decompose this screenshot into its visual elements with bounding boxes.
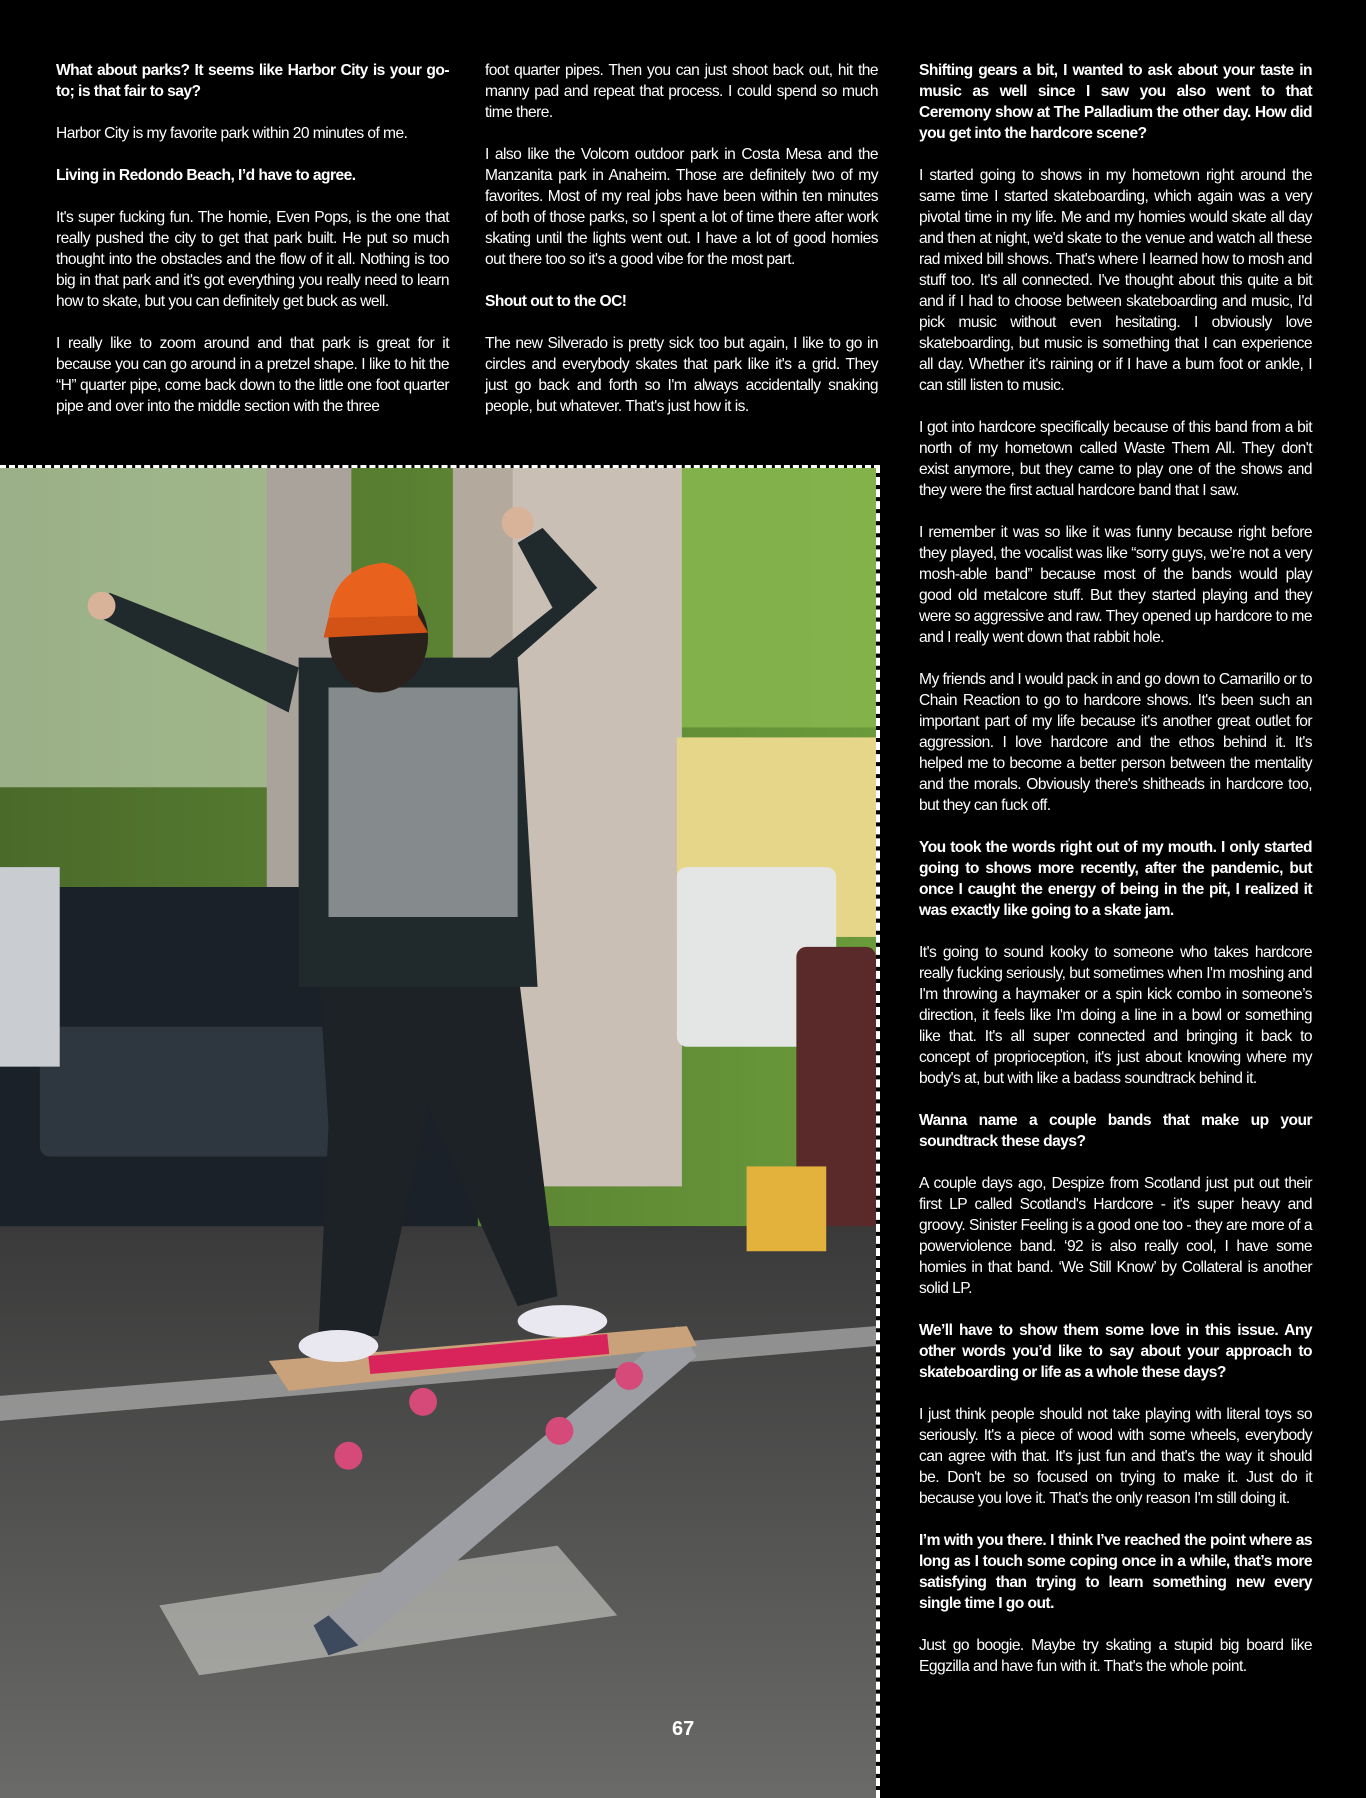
- interview-answer: Harbor City is my favorite park within 20 minutes of me.: [56, 125, 408, 142]
- interview-answer: Just go boogie. Maybe try skating a stupid big board like Eggzilla and have fun with it. That's the whole point.: [919, 1637, 1312, 1675]
- interview-answer: I just think people should not take playing with literal toys so seriously. It's a piece of wood with some wheels, everybody can agree with that. It's just fun and that's the way it should be. Don't be so focused on trying to make it. Just do it because you love it. That's the only reason I'm still doing it.: [919, 1406, 1312, 1507]
- interview-answer: foot quarter pipes. Then you can just shoot back out, hit the manny pad and repeat that process. I could spend so much time there.: [485, 62, 878, 121]
- article-column-2: [485, 60, 878, 438]
- interview-question: We’ll have to show them some love in this issue. Any other words you’d like to say about your approach to skateboarding or life as a whole these days?: [919, 1322, 1312, 1381]
- article-column-1: [56, 60, 449, 438]
- interview-answer: My friends and I would pack in and go down to Camarillo or to Chain Reaction to go to hardcore shows. It's been such an important part of my life because it's another great outlet for aggression. I love hardcore and the ethos behind it. It's helped me to become a better person between the mentality and the morals. Obviously there's shitheads in hardcore too, but they can fuck off.: [919, 671, 1312, 814]
- interview-answer: I started going to shows in my hometown right around the same time I started skateboarding, which again was a very pivotal time in my life. Me and my homies would skate all day and then at night, we'd skate to the venue and watch all these rad mixed bill shows. That's where I learned how to mosh and stuff too. It's all connected. I've thought about this quite a bit and if I had to choose between skateboarding and music, I'd pick music without even hesitating. I obviously love skateboarding, but music is something that I can experience all day. Whether it's raining or if I have a bum foot or ankle, I can still listen to music.: [919, 167, 1312, 394]
- interview-answer: I really like to zoom around and that park is great for it because you can go around in a pretzel shape. I like to hit the “H” quarter pipe, come back down to the little one foot quarter pipe and over into the middle section with the three: [56, 335, 449, 415]
- article-column-3: [919, 60, 1312, 1698]
- interview-answer: The new Silverado is pretty sick too but again, I like to go in circles and everybody skates that park like it's a grid. They just go back and forth so I'm always accidentally snaking people, but whatever. That's just how it is.: [485, 335, 878, 415]
- page-number: 67: [672, 1718, 695, 1740]
- interview-question: What about parks? It seems like Harbor City is your go-to; is that fair to say?: [56, 62, 449, 100]
- interview-answer: I got into hardcore specifically because of this band from a bit north of my hometown called Waste Them All. They don't exist anymore, but they came to play one of the shows and they were the first actual hardcore band that I saw.: [919, 419, 1312, 499]
- interview-question: Wanna name a couple bands that make up your soundtrack these days?: [919, 1112, 1312, 1150]
- interview-question: Shout out to the OC!: [485, 293, 627, 310]
- interview-question: I’m with you there. I think I’ve reached the point where as long as I touch some coping once in a while, that’s more satisfying than trying to learn something new every single time I go out.: [919, 1532, 1312, 1612]
- interview-answer: It's going to sound kooky to someone who takes hardcore really fucking seriously, but sometimes when I'm moshing and I'm throwing a haymaker or a spin kick combo in someone’s direction, it feels like I'm doing a line in a bowl or something like that. It's all super connected and bringing it back to concept of proprioception, it's just about knowing where my body's at, but with like a badass soundtrack behind it.: [919, 944, 1312, 1087]
- interview-question: You took the words right out of my mouth. I only started going to shows more recently, after the pandemic, but once I caught the energy of being in the pit, I realized it was exactly like going to a skate jam.: [919, 839, 1312, 919]
- interview-answer: A couple days ago, Despize from Scotland just put out their first LP called Scotland's Hardcore - it's super heavy and groovy. Sinister Feeling is a good one too - they are more of a powerviolence band. ‘92 is also really cool, I have some homies in that band. ‘We Still Know’ by Collateral is another solid LP.: [919, 1175, 1312, 1297]
- interview-answer: I also like the Volcom outdoor park in Costa Mesa and the Manzanita park in Anaheim. Those are definitely two of my favorites. Most of my real jobs have been within ten minutes of both of those parks, so I spent a lot of time there after work skating until the lights went out. I have a lot of good homies out there too so it's a good vibe for the most part.: [485, 146, 878, 268]
- interview-question: Shifting gears a bit, I wanted to ask about your taste in music as well since I saw you also went to that Ceremony show at The Palladium the other day. How did you get into the hardcore scene?: [919, 62, 1312, 142]
- interview-question: Living in Redondo Beach, I’d have to agree.: [56, 167, 356, 184]
- skateboarder-photo: [0, 465, 880, 1798]
- photo-illustration: [0, 468, 876, 1798]
- interview-answer: It's super fucking fun. The homie, Even Pops, is the one that really pushed the city to get that park built. He put so much thought into the obstacles and the flow of it all. Nothing is too big in that park and it's got everything you really need to learn how to skate, but you can definitely get buck as well.: [56, 209, 449, 310]
- interview-answer: I remember it was so like it was funny because right before they played, the vocalist was like “sorry guys, we’re not a very mosh-able band” because most of the bands would play good old metalcore stuff. But they started playing and they were so aggressive and raw. They opened up hardcore to me and I really went down that rabbit hole.: [919, 524, 1312, 646]
